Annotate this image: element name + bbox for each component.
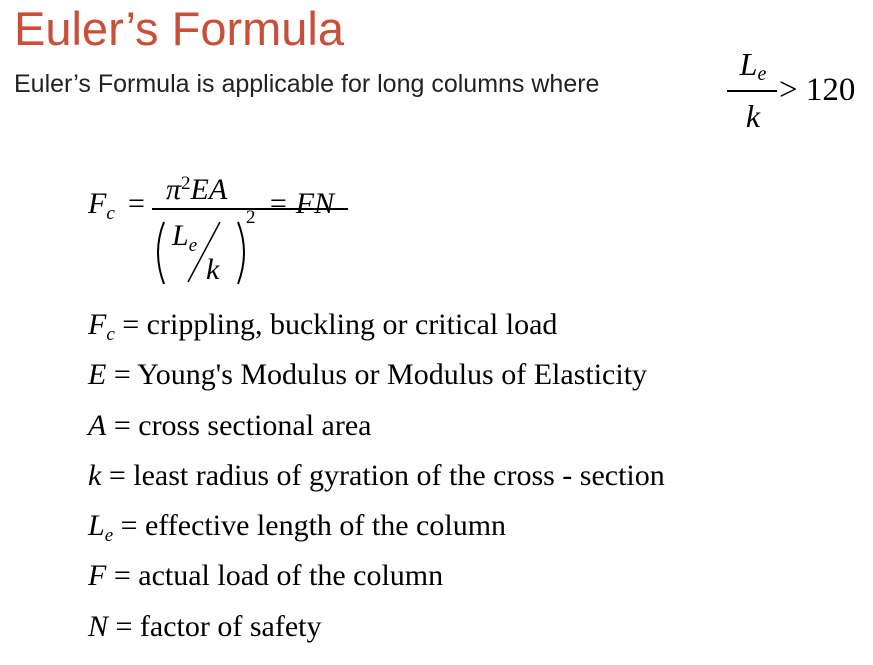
condition-numerator (733, 44, 773, 94)
outer-exponent: 2 (246, 207, 256, 228)
definition-text: = crippling, buckling or critical load (122, 308, 558, 341)
denominator-bracket-graphic (150, 212, 260, 300)
numerator-ea: EA (190, 173, 228, 206)
pi-exponent: 2 (181, 173, 191, 194)
definition-text: = least radius of gyration of the cross - section (108, 458, 665, 492)
formula-lhs-subscript: c (106, 203, 115, 224)
slide-title: Euler’s Formula (14, 2, 344, 55)
intro-text: Euler’s Formula is applicable for long columns where (14, 70, 600, 98)
right-parenthesis (238, 222, 244, 284)
pi-symbol: π (166, 173, 182, 206)
euler-formula (88, 160, 388, 300)
definition-row (88, 501, 665, 551)
condition-relation: > 120 (779, 72, 856, 108)
definition-row (88, 602, 665, 652)
left-parenthesis (158, 222, 164, 284)
definition-symbol: A (88, 408, 107, 442)
inner-numerator (172, 218, 197, 264)
definition-row (88, 300, 665, 350)
definition-symbol: k (88, 458, 102, 492)
formula-equals: = (128, 187, 145, 220)
definition-symbol: E (88, 358, 107, 392)
definition-subscript: e (104, 525, 114, 547)
condition-numerator-subscript: e (757, 63, 767, 85)
definition-row (88, 401, 665, 451)
definition-text: = effective length of the column (120, 509, 507, 543)
definition-symbol: F (88, 559, 107, 593)
condition-fraction-bar (727, 90, 777, 92)
applicability-condition (723, 44, 873, 140)
definition-symbol: L (88, 509, 105, 543)
definition-symbol: F (88, 308, 107, 341)
definition-row (88, 350, 665, 400)
definition-text: = actual load of the column (113, 559, 444, 593)
definition-text: = cross sectional area (113, 408, 372, 442)
formula-lhs-symbol: F (88, 187, 107, 220)
condition-denominator: k (745, 98, 761, 134)
definitions-list (88, 300, 665, 652)
condition-numerator-symbol: L (739, 46, 758, 82)
definition-symbol: N (88, 609, 109, 643)
definition-subscript: c (106, 324, 115, 345)
formula-lhs (88, 186, 115, 232)
formula-rhs: = FN (268, 187, 335, 220)
inner-denominator: k (206, 253, 220, 286)
definition-text: = factor of safety (115, 609, 322, 643)
definition-row (88, 451, 665, 501)
formula-numerator (166, 166, 227, 208)
inner-numerator-subscript: e (188, 235, 198, 256)
inner-numerator-symbol: L (172, 219, 189, 252)
definition-row (88, 551, 665, 601)
definition-text: = Young's Modulus or Modulus of Elasticity (113, 358, 648, 392)
